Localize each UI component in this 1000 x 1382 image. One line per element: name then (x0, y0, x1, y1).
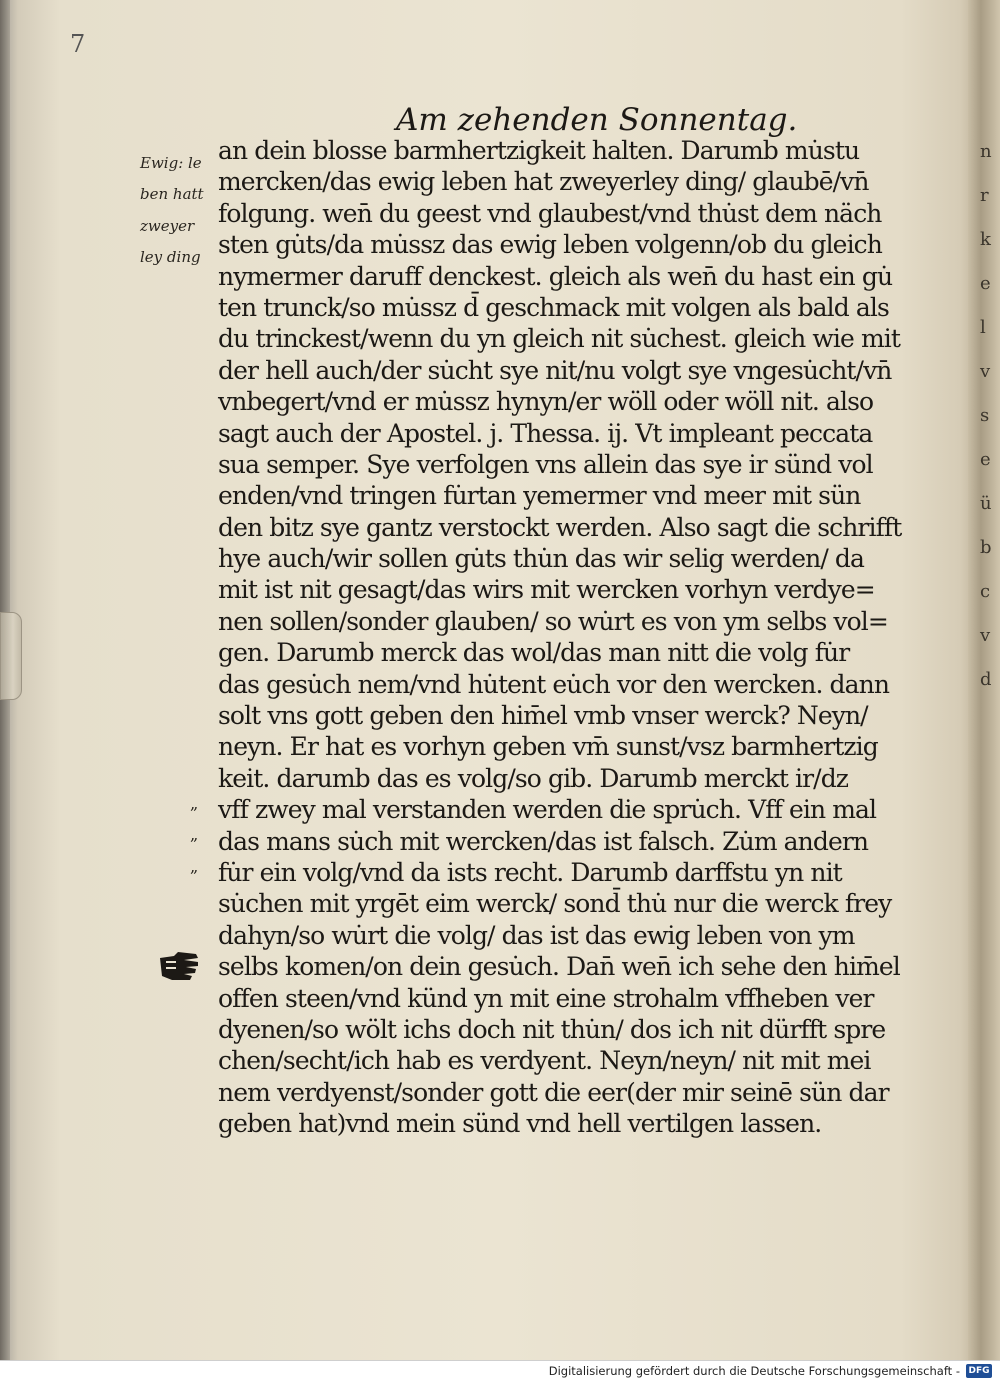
marginal-note (140, 148, 218, 274)
text-line: mercken/das ewig leben hat zweyerley ding/ glaubē/vn̄ (218, 167, 869, 197)
text-line: hye auch/wir sollen gu̇ts thu̇n das wir selig werden/ da (218, 544, 864, 574)
quote-mark: „ (190, 856, 199, 876)
text-line: offen steen/vnd künd yn mit eine strohalm vffheben ver (218, 983, 874, 1013)
marginal-note-line: ben hatt (140, 185, 204, 204)
facing-glyph: l (980, 317, 986, 338)
main-text-block (218, 135, 904, 1140)
text-line: du trinckest/wenn du yn gleich nit su̇chest. gleich wie mit (218, 324, 901, 354)
text-line: solt vns gott geben den him̄el vmb vnser werck? Neyn/ (218, 701, 868, 731)
quote-mark: „ (190, 825, 199, 845)
page-clip (0, 612, 22, 700)
facing-glyph: v (980, 625, 991, 646)
facing-page-fragment (980, 130, 1000, 702)
text-line: sua semper. Sye verfolgen vns allein das sye ir sünd vol (218, 449, 873, 479)
facing-glyph: r (980, 185, 989, 206)
footer-bar (0, 1360, 1000, 1382)
dfg-logo[interactable]: DFG (966, 1364, 992, 1378)
marginal-note-line: zweyer (140, 216, 195, 235)
funding-credit: Digitalisierung gefördert durch die Deutsche Forschungsgemeinschaft - (548, 1364, 960, 1378)
text-line: sagt auch der Apostel. j. Thessa. ij. Vt impleant peccata (218, 418, 873, 448)
text-line: dyenen/so wölt ichs doch nit thu̇n/ dos ich nit dürfft spre (218, 1014, 886, 1044)
text-line: su̇chen mit yrgēt eim werck/ sond̄ thu̇ nur die werck frey (218, 889, 892, 919)
text-line: gen. Darumb merck das wol/das man nitt die volg fu̇r (218, 638, 850, 668)
text-line: neyn. Er hat es vorhyn geben vm̄ sunst/vsz barmhertzig (218, 732, 878, 762)
text-line: mit ist nit gesagt/das wirs mit wercken vorhyn verdye= (218, 575, 875, 605)
text-line: nymermer daruff denckest. gleich als wen̄ du hast ein gu̇ (218, 261, 893, 291)
text-line: nen sollen/sonder glauben/ so wu̇rt es von ym selbs vol= (218, 606, 888, 636)
text-line: enden/vnd tringen fu̇rtan yemermer vnd meer mit sün (218, 481, 861, 511)
facing-glyph: n (980, 141, 992, 162)
facing-glyph: d (980, 669, 992, 690)
facing-glyph: c (980, 581, 991, 602)
text-line: dahyn/so wu̇rt die volg/ das ist das ewig leben von ym (218, 920, 855, 950)
marginal-note-line: ley ding (140, 248, 201, 267)
facing-glyph: e (980, 273, 991, 294)
text-line: geben hat)vnd mein sünd vnd hell vertilgen lassen. (218, 1109, 822, 1139)
facing-glyph: v (980, 361, 991, 382)
text-line: der hell auch/der su̇cht sye nit/nu volgt sye vngesu̇cht/vn̄ (218, 355, 892, 385)
text-line: sten gu̇ts/da mu̇ssz das ewig leben volgenn/ob du gleich (218, 230, 882, 260)
marginal-note-line: Ewig: le (140, 154, 202, 172)
facing-glyph: e (980, 449, 991, 470)
facing-glyph: b (980, 537, 992, 558)
text-line: fu̇r ein volg/vnd da ists recht. Darumb darffstu yn nit (218, 857, 842, 887)
text-line: chen/secht/ich hab es verdyent. Neyn/neyn/ nit mit mei (218, 1046, 871, 1076)
quote-mark: „ (190, 794, 199, 813)
text-line: vnbegert/vnd er mu̇ssz hynyn/er wöll oder wöll nit. also (218, 387, 874, 417)
text-line: ten trunck/so mu̇ssz d̄ geschmack mit volgen als bald als (218, 292, 889, 322)
text-line: keit. darumb das es volg/so gib. Darumb merckt ir/dz (218, 763, 849, 793)
corner-mark: 7 (70, 30, 86, 58)
text-line: das mans su̇ch mit wercken/das ist falsch. Zu̇m andern (218, 826, 869, 856)
facing-glyph: k (980, 229, 991, 250)
running-head: Am zehenden Sonnentag. (396, 102, 798, 138)
text-line: folgung. wen̄ du geest vnd glaubest/vnd thu̇st dem näch (218, 198, 882, 228)
text-line: selbs komen/on dein gesu̇ch. Dan̄ wen̄ ich sehe den him̄el (218, 952, 900, 982)
text-line: nem verdyenst/sonder gott die eer(der mir seinē sün dar (218, 1077, 889, 1107)
facing-glyph: s (980, 405, 990, 426)
facing-glyph: ü (980, 493, 992, 514)
pointing-hand-icon (158, 948, 202, 984)
text-line: vff zwey mal verstanden werden die spru̇ch. Vff ein mal (218, 795, 877, 825)
text-line: den bitz sye gantz verstockt werden. Also sagt die schrifft (218, 512, 902, 542)
text-line: an dein blosse barmhertzigkeit halten. Darumb mu̇stu (218, 136, 860, 165)
text-line: das gesu̇ch nem/vnd hu̇tent eu̇ch vor den wercken. dann (218, 669, 890, 699)
marginal-quote-marks (190, 788, 214, 882)
